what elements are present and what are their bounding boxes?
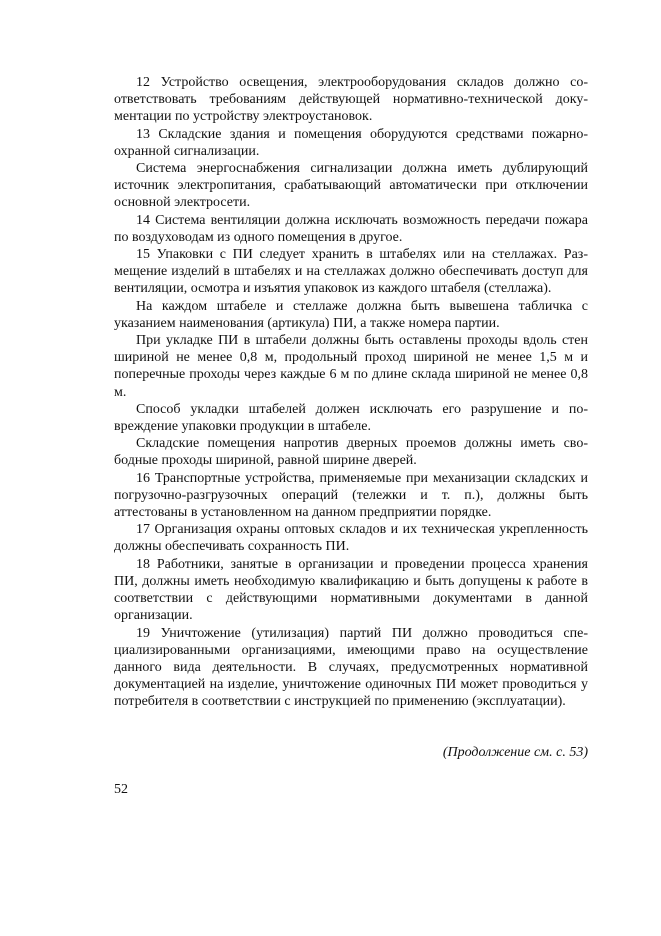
paragraph-door-passages: Складские помещения напротив дверных проемов должны иметь свободные проходы шириной, равной ширине дверей. — [114, 436, 588, 469]
paragraph-alarm-power-supply: Система энергоснабжения сигнализации должна иметь дублирующий источник электропитания, срабатывающий автоматически при отключении основной электросети. — [114, 161, 588, 211]
paragraph-stack-label: На каждом штабеле и стеллаже должна быть вывешена табличка с указанием наименования (артикула) ПИ, а также номера партии. — [114, 298, 588, 331]
continuation-note: (Продолжение см. с. 53) — [442, 745, 588, 760]
paragraph-clause-17: 17 Организация охраны оптовых складов и их техническая укрепленность должны обеспечивать сохранность ПИ. — [114, 522, 588, 555]
paragraph-clause-13: 13 Складские здания и помещения оборудуются средствами пожарноохранной сигнализации. — [114, 126, 588, 159]
paragraph-clause-18: 18 Работники, занятые в организации и проведении процесса хранения ПИ, должны иметь необходимую квалификацию и быть допущены к работе в соответствии с действующими нормативными документами в данной организации. — [114, 556, 588, 624]
paragraph-clause-14: 14 Система вентиляции должна исключать возможность передачи пожара по воздуховодам из одного помещения в другое. — [114, 212, 588, 245]
paragraph-clause-12: 12 Устройство освещения, электрооборудования складов должно соответствовать требованиям действующей нормативно-технической документации по устройству электроустановок. — [114, 75, 588, 125]
paragraph-stack-passages: При укладке ПИ в штабели должны быть оставлены проходы вдоль стен шириной не менее 0,8 м, продольный проход шириной не менее 1,5 м и поперечные проходы через каждые 6 м по длине склада шириной не менее 0,8 м. — [114, 333, 588, 400]
paragraph-clause-19: 19 Уничтожение (утилизация) партий ПИ должно проводиться специализированными организациями, имеющими право на осуществление данного вида деятельности. В случаях, предусмотренных нормативной документацией на изделие, уничтожение одиночных ПИ может проводиться у потребителя в соответствии с инструкцией по применению (эксплуатации). — [114, 625, 588, 710]
page-number: 52 — [114, 782, 128, 797]
paragraph-stacking-method: Способ укладки штабелей должен исключать его разрушение и повреждение упаковки продукции в штабеле. — [114, 401, 588, 435]
paragraph-clause-15: 15 Упаковки с ПИ следует хранить в штабелях или на стеллажах. Размещение изделий в штабелях и на стеллажах должно обеспечивать доступ для вентиляции, осмотра и изъятия упаковок из каждого штабеля (стеллажа). — [114, 247, 588, 297]
paragraph-clause-16: 16 Транспортные устройства, применяемые при механизации складских и погрузочно-разгрузочных операций (тележки и т. п.), должны быть аттестованы в установленном на данном предприятии порядке. — [114, 470, 588, 521]
body-text — [114, 74, 588, 711]
